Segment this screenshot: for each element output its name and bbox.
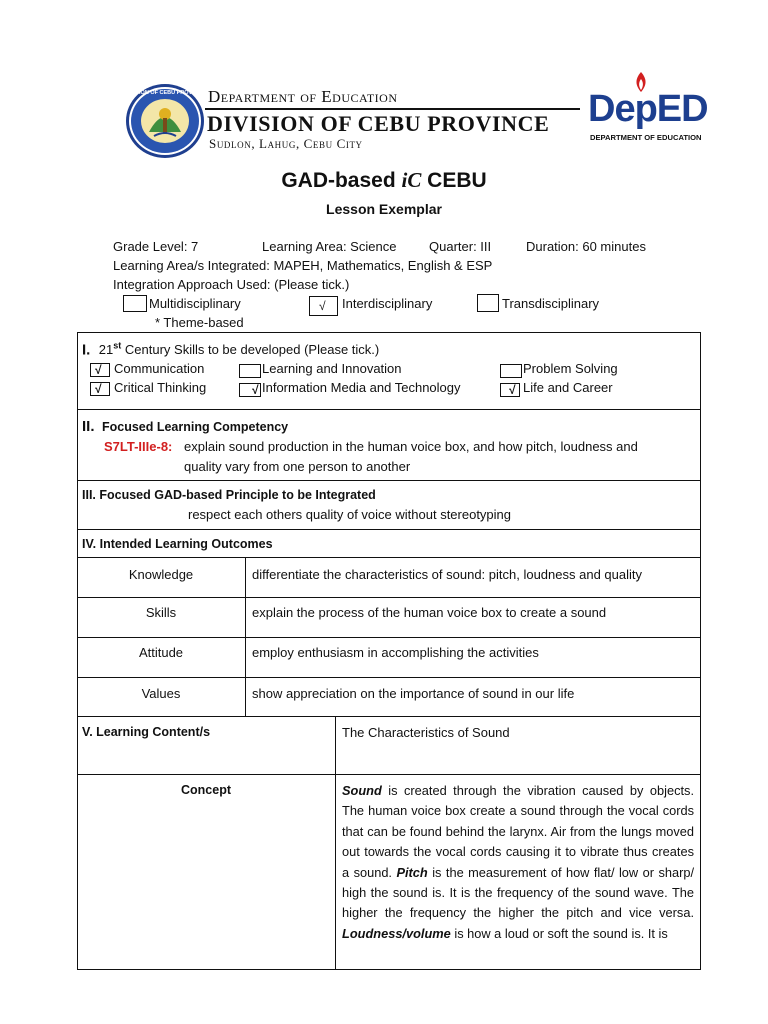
grade-level: Grade Level: 7 — [113, 239, 199, 254]
transdisciplinary-checkbox[interactable] — [477, 294, 499, 312]
divider-sec2 — [77, 480, 701, 481]
department-name: Department of Education — [208, 87, 398, 106]
gad-principle-text: respect each others quality of voice without stereotyping — [188, 507, 512, 522]
multidisciplinary-checkbox[interactable] — [123, 295, 147, 312]
competency-text-line2: quality vary from one person to another — [184, 459, 411, 474]
concept-text: Sound is created through the vibration caused by objects. The human voice box create a sound through the vocal cords that can be found behind the larynx. Air from the lungs moved out towards the vocal cords causing it to vibrate thus creates a sound. Pitch is the measurement of how flat/ low or sharp/ high the sound is. It is the frequency of the sound wave. The higher the frequency the higher the pitch and vice versa. Loudness/volume is how a loud or soft the sound is. It is — [342, 783, 695, 941]
integrated-areas: Learning Area/s Integrated: MAPEH, Mathematics, English & ESP — [113, 258, 493, 273]
life-career-tick: √ — [509, 383, 516, 397]
section2-numeral: II. — [82, 418, 95, 435]
page-subtitle: Lesson Exemplar — [326, 201, 442, 217]
outcome-domain-knowledge: Knowledge — [128, 567, 194, 582]
divider-row-attitude — [77, 677, 701, 678]
outcome-domain-attitude: Attitude — [138, 645, 184, 660]
section2-label: Focused Learning Competency — [101, 420, 289, 434]
outcomes-column-divider — [245, 557, 246, 716]
deped-wordmark: DepED — [588, 88, 708, 130]
theme-based-label: * Theme-based — [155, 315, 244, 330]
info-media-tech-checkbox[interactable] — [239, 383, 261, 397]
term-sound: Sound — [342, 783, 382, 798]
deped-logo — [588, 72, 710, 152]
learning-content-text: The Characteristics of Sound — [342, 725, 510, 740]
approach-label: Integration Approach Used: (Please tick.) — [113, 277, 350, 292]
section4-heading: IV. Intended Learning Outcomes — [82, 537, 273, 551]
outcome-knowledge: differentiate the characteristics of sound: pitch, loudness and quality — [252, 567, 642, 582]
title-prefix: GAD-based — [281, 169, 402, 192]
critical-thinking-tick: √ — [95, 382, 102, 396]
critical-thinking-label: Critical Thinking — [114, 380, 207, 395]
problem-solving-label: Problem Solving — [523, 361, 618, 376]
section5-heading: V. Learning Content/s — [82, 725, 211, 739]
divider-sec4 — [77, 557, 701, 558]
outcome-skills: explain the process of the human voice box to create a sound — [252, 605, 607, 620]
title-ic: iC — [401, 168, 422, 192]
learning-area: Learning Area: Science — [262, 239, 397, 254]
divider-sec1 — [77, 409, 701, 410]
section3-heading: III. Focused GAD-based Principle to be Integrated — [82, 488, 376, 502]
interdisciplinary-tick: √ — [319, 299, 326, 313]
divider-sec3 — [77, 529, 701, 530]
division-name: DIVISION OF CEBU PROVINCE — [207, 111, 550, 136]
concept-label: Concept — [181, 783, 231, 797]
competency-code: S7LT-IIIe-8: — [104, 439, 173, 454]
multidisciplinary-label: Multidisciplinary — [149, 296, 241, 311]
section1-heading — [82, 341, 379, 359]
interdisciplinary-label: Interdisciplinary — [342, 296, 433, 311]
competency-text-line1: explain sound production in the human voice box, and how pitch, loudness and — [184, 439, 638, 454]
outcome-domain-skills: Skills — [145, 605, 177, 620]
deped-caption: DEPARTMENT OF EDUCATION — [590, 133, 702, 142]
info-media-tech-label: Information Media and Technology — [262, 380, 461, 395]
svg-text:DIVISION OF CEBU PROVINCE: DIVISION OF CEBU PROVINCE — [124, 90, 206, 96]
communication-checkbox[interactable] — [90, 363, 110, 377]
content-column-divider — [335, 716, 336, 970]
outcome-attitude: employ enthusiasm in accomplishing the activities — [252, 645, 539, 660]
critical-thinking-checkbox[interactable] — [90, 382, 110, 396]
title-suffix: CEBU — [421, 169, 487, 192]
section1-numeral: I. — [82, 341, 91, 359]
divider-row-skills — [77, 637, 701, 638]
quarter: Quarter: III — [429, 239, 492, 254]
life-career-label: Life and Career — [523, 380, 613, 395]
info-media-tech-tick: √ — [252, 383, 259, 397]
division-seal-logo — [124, 82, 206, 160]
term-pitch: Pitch — [396, 864, 428, 880]
division-address: Sudlon, Lahug, Cebu City — [209, 136, 363, 151]
divider-sec5-content — [77, 774, 701, 775]
divider-row-knowledge — [77, 597, 701, 598]
interdisciplinary-checkbox[interactable] — [309, 296, 338, 316]
divider-row-values — [77, 716, 701, 717]
outcome-domain-values: Values — [141, 686, 181, 701]
learning-innovation-checkbox[interactable] — [239, 364, 261, 378]
outcome-values: show appreciation on the importance of sound in our life — [252, 686, 575, 701]
section1-label: 21st Century Skills to be developed (Please tick.) — [98, 341, 380, 358]
problem-solving-checkbox[interactable] — [500, 364, 522, 378]
communication-tick: √ — [95, 363, 102, 377]
header-rule — [205, 108, 580, 110]
duration: Duration: 60 minutes — [526, 239, 646, 254]
transdisciplinary-label: Transdisciplinary — [502, 296, 600, 311]
term-loudness: Loudness/volume — [342, 925, 451, 941]
life-career-checkbox[interactable] — [500, 383, 520, 397]
section2-heading — [82, 418, 288, 436]
learning-innovation-label: Learning and Innovation — [262, 361, 402, 376]
page-title — [0, 168, 768, 193]
communication-label: Communication — [114, 361, 205, 376]
